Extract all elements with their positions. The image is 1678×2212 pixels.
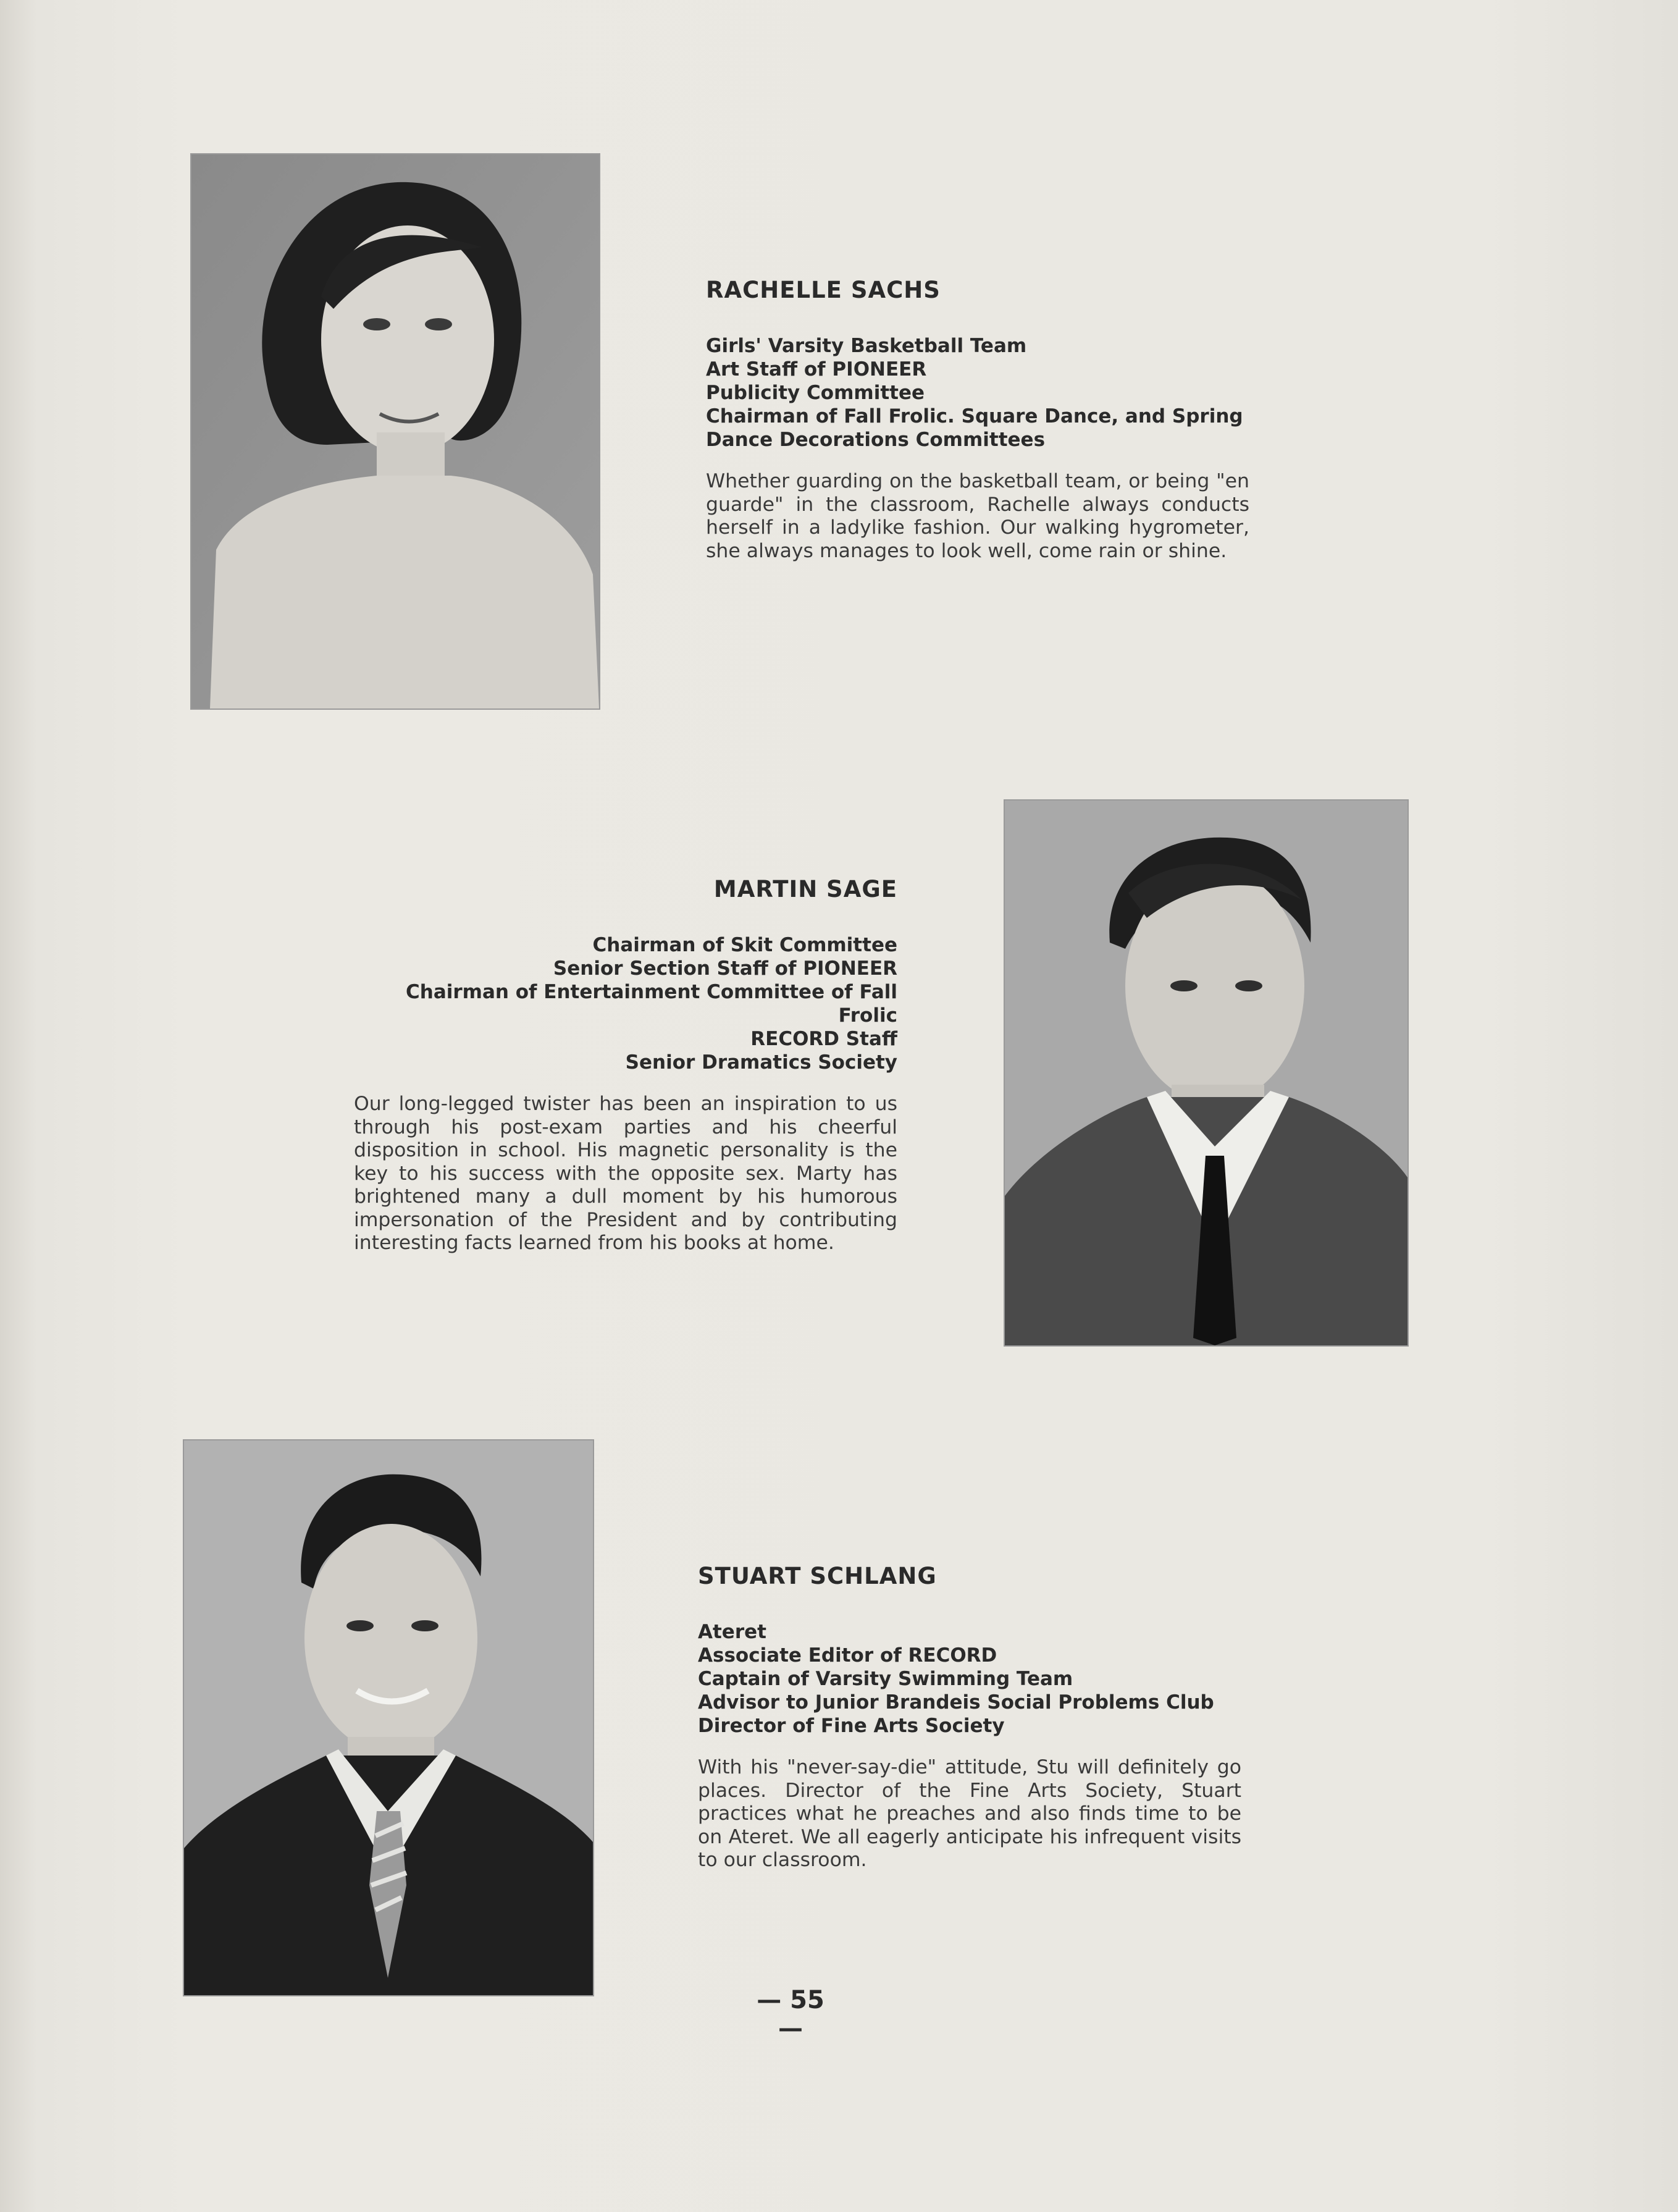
student-name: MARTIN SAGE — [713, 876, 897, 902]
activity-item: Associate Editor of RECORD — [698, 1644, 997, 1667]
activity-item: Chairman of Entertainment Committee of Fall Frolic — [406, 981, 897, 1027]
portrait-martin-image — [1005, 801, 1407, 1345]
activity-item: Chairman of Fall Frolic. Square Dance, and Spring — [706, 405, 1243, 427]
activity-item: Senior Section Staff of PIONEER — [553, 957, 897, 980]
portrait-stuart-image — [184, 1440, 593, 1995]
student-description: Whether guarding on the basketball team, or being "en guarde" in the classroom, Rachelle always conducts herself in a ladylike fashion. Our walking hygrometer, she always manages to look well, come rain or shine. — [706, 470, 1249, 562]
activity-item: Art Staff of PIONEER — [706, 358, 927, 381]
activity-item: Ateret — [698, 1621, 766, 1643]
student-description: Our long-legged twister has been an inspiration to us through his post-exam parties and his cheerful disposition in school. His magnetic personality is the key to his success with the opposite sex. Marty has brightened many a dull moment by his humorous impersonation of the President and by contributing interesting facts learned from his books at home. — [354, 1093, 897, 1254]
activity-item: Publicity Committee — [706, 382, 925, 404]
activity-item: Dance Decorations Committees — [706, 429, 1046, 451]
activity-item: Chairman of Skit Committee — [592, 934, 897, 956]
activity-item: RECORD Staff — [750, 1028, 897, 1050]
activities-list — [706, 334, 1249, 452]
portrait-photo-stuart — [184, 1440, 593, 1995]
activity-item: Girls' Varsity Basketball Team — [706, 335, 1027, 357]
student-entry-rachelle — [706, 277, 1249, 563]
student-name: STUART SCHLANG — [698, 1563, 937, 1589]
activities-list — [354, 933, 897, 1074]
portrait-photo-martin — [1005, 801, 1407, 1345]
student-description: With his "never-say-die" attitude, Stu will definitely go places. Director of the Fine Arts Society, Stuart practices what he preaches and also finds time to be on Ateret. We all eagerly anticipate his infrequent visits to our classroom. — [698, 1756, 1241, 1871]
activities-list — [698, 1620, 1241, 1738]
student-entry-martin — [354, 876, 897, 1255]
portrait-photo-rachelle — [191, 154, 599, 709]
page-number: — 55 — — [757, 1986, 824, 2043]
activity-item: Senior Dramatics Society — [625, 1051, 897, 1074]
activity-item: Advisor to Junior Brandeis Social Problems Club — [698, 1691, 1214, 1714]
student-entry-stuart — [698, 1563, 1241, 1872]
student-name: RACHELLE SACHS — [706, 277, 941, 303]
activity-item: Director of Fine Arts Society — [698, 1715, 1005, 1737]
activity-item: Captain of Varsity Swimming Team — [698, 1668, 1073, 1690]
portrait-rachelle-image — [191, 154, 599, 709]
